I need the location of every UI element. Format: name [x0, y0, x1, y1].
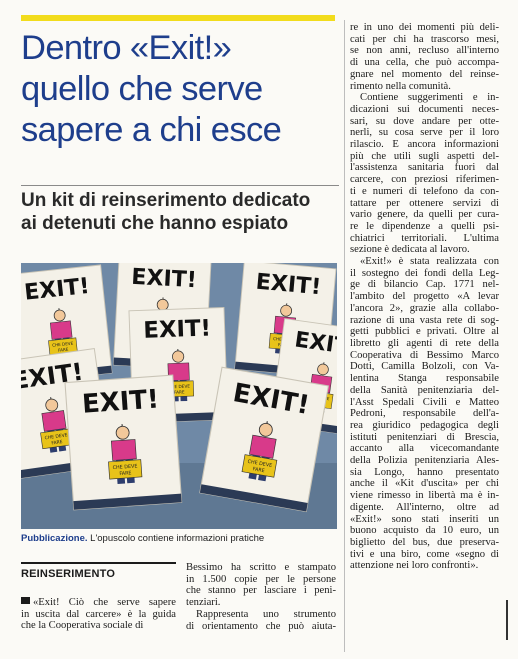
body-line: rea giuridico pedagogica degli	[350, 419, 499, 431]
body-line: cati per chi ha trascorso mesi,	[350, 33, 499, 45]
body-line: buono acquisto da 10 euro, un	[350, 525, 499, 537]
body-line: accanto alla vicecomandante	[350, 443, 499, 455]
body-line: l'Asst Spedali Civili e Matteo	[350, 396, 499, 408]
body-line: in 1.500 copie per le persone	[186, 573, 336, 585]
body-line: di orientamento che può aiuta-	[186, 620, 336, 632]
article-photo	[21, 263, 337, 529]
body-line: viene rimesso in libertà ma è in-	[350, 490, 499, 502]
body-line: carcere, con preziosi riferimen-	[350, 174, 499, 186]
booklet-7	[65, 375, 182, 510]
body-line: sari, su dove andare per otte-	[350, 115, 499, 127]
body-line: Contiene suggerimenti e in-	[360, 92, 499, 104]
booklets-illustration	[21, 263, 337, 529]
body-line: tivi e una biro, come «segno di	[350, 548, 499, 560]
body-line: sia Longo, hanno presentato	[350, 466, 499, 478]
body-line: dicazioni sui documenti neces-	[350, 103, 499, 115]
headline-line: sapere a chi esce	[21, 111, 282, 149]
body-line: ti e numeri di telefono da con-	[350, 185, 499, 197]
lead-square-marker	[21, 597, 30, 604]
page-edge-mark	[506, 600, 508, 640]
body-line: tenziari.	[186, 597, 221, 609]
body-line: digente. All'interno, oltre ad	[350, 501, 499, 513]
body-line: Bessimo ha scritto e stampato	[186, 562, 336, 573]
body-line: della Sanità penitenziaria del-	[350, 384, 499, 396]
body-line: anche il «Kit d'uscita» per chi	[350, 478, 499, 490]
booklet-8	[200, 367, 328, 511]
body-line: biglietto del bus, due preserva-	[350, 536, 499, 548]
caption-text: L'opuscolo contiene informazioni pratiche	[90, 533, 265, 544]
headline-divider	[21, 185, 339, 186]
headline	[21, 28, 341, 151]
body-line: se non anni, recluso all'interno	[350, 45, 499, 57]
subheadline-line: ai detenuti che hanno espiato	[21, 213, 289, 234]
body-line: attenzione nei loro confronti».	[350, 560, 479, 572]
body-line: Pedroni, responsabile dell'a-	[350, 408, 499, 420]
body-line: il sostegno dei fondi della Leg-	[350, 267, 499, 279]
body-line: lentina Stanga responsabile	[350, 373, 499, 385]
body-line: in uscita dal carcere» è la guida	[21, 608, 176, 620]
section-rule	[21, 562, 176, 564]
body-line: di una cella, che può accompa-	[350, 57, 499, 69]
headline-line: quello che serve	[21, 70, 263, 108]
body-line: istituti penitenziari di Brescia,	[350, 431, 499, 443]
body-line: Cooperativa di Bessimo Marco	[350, 349, 499, 361]
body-line: «Exit! Ciò che serve sapere	[21, 597, 176, 609]
caption-label: Pubblicazione.	[21, 533, 88, 544]
body-line: Dotti, Camilla Bolzoli, con Va-	[350, 361, 499, 373]
body-column-3	[350, 22, 499, 572]
body-line: re le dipendenze a quelli psi-	[350, 220, 499, 232]
body-line: più che utili sugli aspetti del-	[350, 150, 499, 162]
body-line: ge di bilancio Cap. 1771 nel-	[350, 279, 499, 291]
body-line: sezione è dedicata al lavoro.	[350, 244, 470, 256]
body-line: vario genere, da quelli per cura-	[350, 209, 499, 221]
body-line: tattare per ottenere servizi di	[350, 197, 499, 209]
body-line: l'assistenza sanitaria fuori dal	[350, 162, 499, 174]
body-column-2	[186, 562, 336, 632]
body-line: che stanno per lasciare i peni-	[186, 585, 336, 597]
headline-line: Dentro «Exit!»	[21, 29, 232, 67]
body-line: della Polizia penitenziaria Ales-	[350, 455, 499, 467]
body-line: nerli, su cosa serve per il loro	[350, 127, 499, 139]
body-line: chiatrici territoriali. L'ultima	[350, 232, 499, 244]
body-column-1	[21, 597, 176, 632]
body-line: l'ancora 2», grazie alla collabo-	[350, 302, 499, 314]
body-line: rimento nella comunità.	[350, 80, 451, 92]
body-line: «Exit!» è stata realizzata con	[360, 256, 499, 268]
section-header	[21, 562, 176, 580]
body-line: razione di una vasta rete di sog-	[350, 314, 499, 326]
body-line: gnare nel momento del reinse-	[350, 68, 499, 80]
body-line: re in uno dei momenti più deli-	[350, 22, 499, 33]
body-line: «Exit!» sono stati inseriti un	[350, 513, 499, 525]
accent-bar	[21, 15, 335, 21]
section-title: REINSERIMENTO	[21, 568, 116, 580]
subheadline	[21, 189, 341, 235]
photo-caption	[21, 533, 341, 545]
body-line: che la Cooperativa sociale di	[21, 620, 144, 632]
body-line: Rappresenta uno strumento	[196, 608, 336, 620]
subheadline-line: Un kit di reinserimento dedicato	[21, 190, 311, 211]
column-divider	[344, 20, 345, 652]
body-line: rilascio. E ancora informazioni	[350, 139, 499, 151]
body-line: getti pubblici e privati. Oltre al	[350, 326, 499, 338]
body-line: libretto gli agenti di rete della	[350, 337, 499, 349]
body-line: l'ambito del progetto «A levar	[350, 291, 499, 303]
